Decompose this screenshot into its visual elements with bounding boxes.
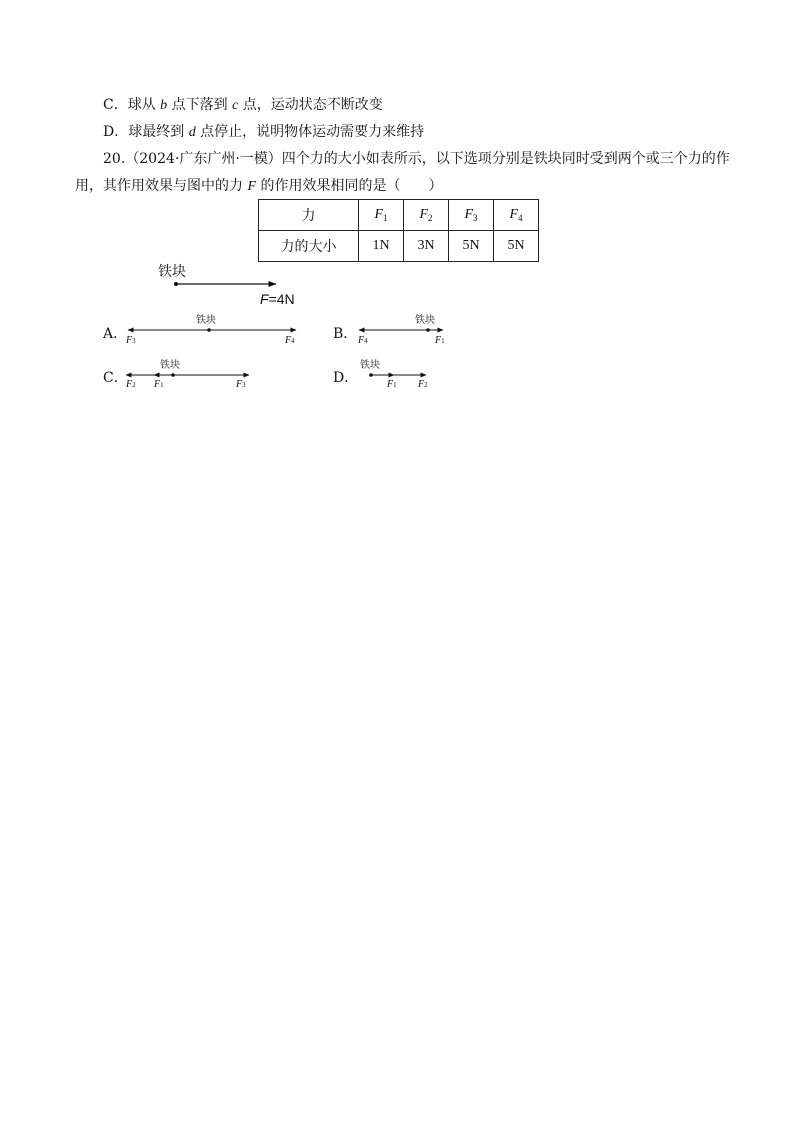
force-value-1: 1N: [359, 231, 404, 262]
force-symbol-1: $F_1$: [359, 200, 404, 231]
force-value-3: 5N: [449, 231, 494, 262]
main-force-label: F=4N: [260, 291, 295, 307]
option-b-left-label: F4: [358, 335, 368, 346]
question-line-1: 20.（2024·广东广州·一模）四个力的大小如表所示，以下选项分别是铁块同时受到两个或三个力的作: [103, 151, 730, 167]
option-d-block-label: 铁块: [360, 360, 380, 371]
option-a-letter: A．: [103, 326, 128, 342]
option-a-block-label: 铁块: [196, 315, 216, 326]
option-c-f1-label: F1: [154, 379, 164, 390]
option-b-right-label: F1: [435, 335, 445, 346]
option-d-block-point: [369, 373, 373, 377]
option-c-block-point: [171, 373, 175, 377]
force-value-2: 3N: [404, 231, 449, 262]
option-b-letter: B．: [333, 326, 358, 342]
main-force-figure: [174, 282, 276, 286]
option-a-right-label: F4: [285, 335, 295, 346]
option-c-letter: C．: [103, 370, 128, 386]
main-block-label: 铁块: [158, 264, 186, 280]
force-value-4: 5N: [494, 231, 539, 262]
option-d-f1-label: F1: [387, 379, 397, 390]
table-header-label: 力: [259, 200, 359, 231]
force-symbol-3: $F_3$: [449, 200, 494, 231]
option-c-block-label: 铁块: [160, 360, 180, 371]
force-symbol-2: $F_2$: [404, 200, 449, 231]
option-a-block-point: [207, 328, 211, 332]
question-line-2: 用，其作用效果与图中的力 F 的作用效果相同的是（ ）: [75, 178, 443, 194]
option-b-block-point: [426, 328, 430, 332]
option-a-figure: [128, 328, 296, 332]
option-d-letter: D．: [333, 370, 359, 386]
option-b-figure: [359, 328, 443, 332]
option-c-figure: [126, 373, 249, 377]
force-diagrams: [0, 0, 800, 420]
option-c-text: C．球从 b 点下落到 c 点，运动状态不断改变: [103, 97, 383, 113]
force-symbol-4: $F_4$: [494, 200, 539, 231]
option-c-f3-label: F3: [236, 379, 246, 390]
table-row-label: 力的大小: [259, 231, 359, 262]
option-d-f2-label: F2: [418, 379, 428, 390]
option-d-figure: [369, 373, 426, 377]
option-a-left-label: F3: [126, 335, 136, 346]
option-b-block-label: 铁块: [415, 315, 435, 326]
option-d-text: D．球最终到 d 点停止，说明物体运动需要力来维持: [103, 124, 425, 140]
option-c-f2-label: F2: [126, 379, 136, 390]
